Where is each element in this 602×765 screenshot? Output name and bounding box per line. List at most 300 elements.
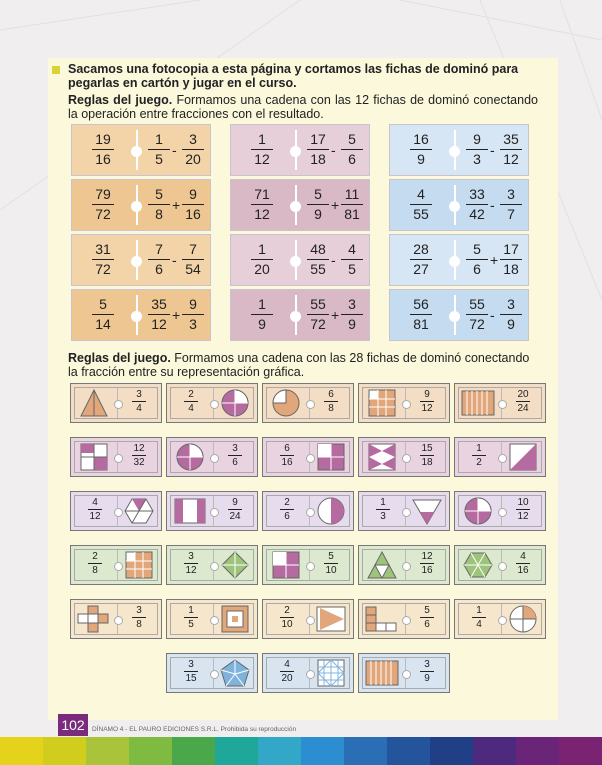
denominator: 9 <box>314 206 322 222</box>
fraction <box>466 296 488 333</box>
operator: + <box>172 197 181 213</box>
denominator: 55 <box>310 261 326 277</box>
shape-half <box>363 604 402 634</box>
domino-tile[interactable] <box>389 234 529 286</box>
numerator: 1 <box>188 605 194 616</box>
numerator: 15 <box>421 443 433 454</box>
fraction-bar <box>132 455 146 456</box>
operator: - <box>490 142 495 158</box>
fraction <box>466 186 488 223</box>
fraction-bar <box>307 314 329 315</box>
fraction-bar <box>184 401 198 402</box>
numerator: 1 <box>258 131 266 147</box>
color-stripe <box>86 737 129 765</box>
color-stripe <box>129 737 172 765</box>
numerator: 3 <box>348 296 356 312</box>
shape-half <box>216 604 254 634</box>
numerator: 1 <box>155 131 163 147</box>
fraction <box>312 389 350 414</box>
fraction <box>251 296 273 333</box>
shape-half <box>171 442 210 472</box>
fraction <box>466 131 488 168</box>
fraction-bar <box>280 617 294 618</box>
numerator: 3 <box>232 443 238 454</box>
shape-half <box>75 604 114 634</box>
diamond-grid-icon <box>216 550 254 580</box>
numerator: 5 <box>155 186 163 202</box>
denominator: 20 <box>185 151 201 167</box>
fraction <box>182 131 204 168</box>
numerator: 2 <box>92 551 98 562</box>
triangle-icon <box>75 388 113 418</box>
numerator: 5 <box>473 241 481 257</box>
fraction-domino-tile[interactable] <box>166 599 258 639</box>
fraction <box>182 186 204 223</box>
numerator: 12 <box>421 551 433 562</box>
numerator: 1 <box>380 497 386 508</box>
numerator: 17 <box>310 131 326 147</box>
denominator: 16 <box>517 565 529 576</box>
fraction-bar <box>341 314 363 315</box>
fraction <box>182 296 204 333</box>
shape-half <box>363 388 402 418</box>
numerator: 71 <box>254 186 270 202</box>
fraction-bar <box>324 563 338 564</box>
numerator: 20 <box>517 389 529 400</box>
rules-two-text: Formamos una cadena con las 28 fichas de dominó conectando la fracción entre su representación gráfica. <box>68 351 530 379</box>
fraction-bar <box>410 204 432 205</box>
fraction-bar <box>420 617 434 618</box>
fraction-bar <box>184 563 198 564</box>
numerator: 55 <box>469 296 485 312</box>
rules-two-title: Reglas del juego. <box>68 351 171 365</box>
fraction-bar <box>472 455 486 456</box>
step-squares-icon <box>363 604 401 634</box>
fraction <box>216 443 254 468</box>
fraction-domino-tile[interactable] <box>166 383 258 423</box>
fraction <box>268 443 306 468</box>
operator: - <box>490 197 495 213</box>
square-blocks-icon <box>75 442 113 472</box>
fraction <box>120 389 158 414</box>
numerator: 6 <box>284 443 290 454</box>
denominator: 9 <box>424 673 430 684</box>
fraction <box>92 296 114 333</box>
fraction-bar <box>420 671 434 672</box>
bullet-icon <box>52 66 60 74</box>
fraction-bar <box>251 149 273 150</box>
numerator: 9 <box>473 131 481 147</box>
fraction-domino-tile[interactable] <box>70 491 162 531</box>
color-stripe <box>387 737 430 765</box>
shape-half <box>312 442 350 472</box>
numerator: 3 <box>507 186 515 202</box>
fraction-domino-tile[interactable] <box>262 545 354 585</box>
fraction-bar <box>280 671 294 672</box>
numerator: 7 <box>155 241 163 257</box>
domino-tile[interactable] <box>71 179 211 231</box>
domino-dot <box>449 201 460 212</box>
shape-half <box>120 496 158 526</box>
denominator: 7 <box>507 206 515 222</box>
fraction <box>251 131 273 168</box>
fraction-domino-tile[interactable] <box>454 545 546 585</box>
fraction-bar <box>92 314 114 315</box>
shape-half <box>120 550 158 580</box>
fraction <box>172 659 210 684</box>
footer-text: DÍNAMO 4 - EL PAURO EDICIONES S.R.L. Prohibida su reproducción <box>92 726 297 733</box>
fraction-bar <box>251 314 273 315</box>
fraction <box>341 241 363 278</box>
numerator: 3 <box>507 296 515 312</box>
fraction-bar <box>228 455 242 456</box>
domino-dot <box>449 256 460 267</box>
shape-half <box>312 496 350 526</box>
fraction <box>251 186 273 223</box>
denominator: 18 <box>310 151 326 167</box>
fraction-bar <box>466 204 488 205</box>
operator: + <box>490 252 499 268</box>
numerator: 5 <box>314 186 322 202</box>
fraction-domino-tile[interactable] <box>358 491 450 531</box>
circle-sectors-icon <box>459 496 497 526</box>
domino-tile[interactable] <box>230 124 370 176</box>
color-stripe <box>43 737 86 765</box>
fraction-bar <box>500 314 522 315</box>
fraction <box>408 443 446 468</box>
square-frame-icon <box>216 604 254 634</box>
denominator: 12 <box>503 151 519 167</box>
fraction-domino-tile[interactable] <box>454 491 546 531</box>
intro-text: Sacamos una fotocopia a esta página y cortamos las fichas de dominó para pegarlas en cartón y jugar en el curso. <box>68 62 519 90</box>
shape-half <box>267 550 306 580</box>
quarter-circle-icon <box>267 388 305 418</box>
rules-one <box>68 93 538 121</box>
fraction <box>408 551 446 576</box>
fraction <box>268 497 306 522</box>
shape-half <box>312 604 350 634</box>
denominator: 15 <box>185 673 197 684</box>
denominator: 9 <box>258 316 266 332</box>
fraction-bar <box>132 617 146 618</box>
numerator: 12 <box>133 443 145 454</box>
denominator: 6 <box>284 511 290 522</box>
numerator: 1 <box>476 443 482 454</box>
shape-half <box>363 550 402 580</box>
fraction-domino-tile[interactable] <box>358 383 450 423</box>
domino-tile[interactable] <box>230 289 370 341</box>
denominator: 9 <box>417 151 425 167</box>
half-circle-icon <box>312 496 350 526</box>
numerator: 3 <box>424 659 430 670</box>
numerator: 1 <box>476 605 482 616</box>
color-stripe <box>430 737 473 765</box>
denominator: 6 <box>473 261 481 277</box>
fraction-domino-tile[interactable] <box>358 545 450 585</box>
fraction <box>500 131 522 168</box>
fraction-domino-tile[interactable] <box>358 437 450 477</box>
fraction-domino-tile[interactable] <box>358 653 450 693</box>
fraction <box>500 241 522 278</box>
fraction-bar <box>92 204 114 205</box>
fraction-bar <box>376 509 390 510</box>
numerator: 28 <box>413 241 429 257</box>
fraction <box>500 186 522 223</box>
denominator: 8 <box>92 565 98 576</box>
cross-squares-icon <box>75 604 113 634</box>
fraction <box>307 186 329 223</box>
fraction-domino-tile[interactable] <box>262 653 354 693</box>
fraction <box>120 605 158 630</box>
fraction-domino-tile[interactable] <box>166 491 258 531</box>
triangles-square-icon <box>363 442 401 472</box>
numerator: 56 <box>413 296 429 312</box>
color-stripe <box>344 737 387 765</box>
fraction-domino-tile[interactable] <box>262 491 354 531</box>
fraction-bar <box>420 455 434 456</box>
shape-half <box>504 604 542 634</box>
color-stripe <box>301 737 344 765</box>
fraction-domino-tile[interactable] <box>454 437 546 477</box>
denominator: 12 <box>89 511 101 522</box>
denominator: 10 <box>281 619 293 630</box>
rectangle-strips-icon <box>459 388 497 418</box>
domino-dot <box>131 201 142 212</box>
numerator: 9 <box>189 186 197 202</box>
fraction-bar <box>516 509 530 510</box>
denominator: 32 <box>133 457 145 468</box>
color-stripe <box>516 737 559 765</box>
triangle-arrow-icon <box>312 604 350 634</box>
domino-tile[interactable] <box>71 234 211 286</box>
fraction <box>460 605 498 630</box>
denominator: 12 <box>254 151 270 167</box>
fraction-bar <box>307 149 329 150</box>
fraction <box>76 551 114 576</box>
fraction <box>182 241 204 278</box>
shape-half <box>216 658 254 688</box>
rectangle-strips-icon <box>363 658 401 688</box>
shape-half <box>408 496 446 526</box>
domino-tile[interactable] <box>230 234 370 286</box>
numerator: 2 <box>284 605 290 616</box>
denominator: 5 <box>155 151 163 167</box>
denominator: 9 <box>507 316 515 332</box>
fraction <box>120 443 158 468</box>
fraction <box>76 497 114 522</box>
denominator: 4 <box>476 619 482 630</box>
fraction-bar <box>410 314 432 315</box>
fraction-domino-tile[interactable] <box>262 383 354 423</box>
fraction-bar <box>182 149 204 150</box>
diagonal-square-icon <box>504 442 542 472</box>
fraction-bar <box>307 204 329 205</box>
domino-dot <box>290 311 301 322</box>
domino-tile[interactable] <box>230 179 370 231</box>
square-grid-icon <box>120 550 158 580</box>
domino-tile[interactable] <box>389 124 529 176</box>
fraction <box>466 241 488 278</box>
fraction-bar <box>516 401 530 402</box>
fraction <box>307 241 329 278</box>
numerator: 19 <box>95 131 111 147</box>
fraction-bar <box>466 259 488 260</box>
denominator: 14 <box>95 316 111 332</box>
fraction-bar <box>324 401 338 402</box>
fraction <box>410 186 432 223</box>
fraction-bar <box>148 314 170 315</box>
fraction-bar <box>184 671 198 672</box>
fraction-bar <box>280 509 294 510</box>
hexagon-triangles-icon <box>459 550 497 580</box>
shape-half <box>216 550 254 580</box>
fraction-bar <box>184 617 198 618</box>
numerator: 9 <box>424 389 430 400</box>
numerator: 2 <box>188 389 194 400</box>
fraction <box>408 605 446 630</box>
denominator: 54 <box>185 261 201 277</box>
denominator: 2 <box>476 457 482 468</box>
shape-half <box>363 442 402 472</box>
domino-dot <box>290 146 301 157</box>
fraction-bar <box>516 563 530 564</box>
numerator: 1 <box>258 241 266 257</box>
denominator: 20 <box>254 261 270 277</box>
fraction-bar <box>420 401 434 402</box>
numerator: 16 <box>413 131 429 147</box>
square-quarters-icon <box>267 550 305 580</box>
fraction-bar <box>148 149 170 150</box>
numerator: 48 <box>310 241 326 257</box>
numerator: 3 <box>189 131 197 147</box>
shape-half <box>171 496 210 526</box>
rules-one-text: Formamos una cadena con las 12 fichas de dominó conectando la operación entre fracciones con el resultado. <box>68 93 538 121</box>
numerator: 1 <box>258 296 266 312</box>
domino-dot <box>131 311 142 322</box>
domino-dot <box>131 256 142 267</box>
numerator: 4 <box>92 497 98 508</box>
color-stripe <box>172 737 215 765</box>
fraction <box>172 551 210 576</box>
numerator: 35 <box>151 296 167 312</box>
shape-half <box>504 442 542 472</box>
denominator: 27 <box>413 261 429 277</box>
fraction-bar <box>341 149 363 150</box>
numerator: 55 <box>310 296 326 312</box>
fraction-bar <box>500 259 522 260</box>
color-band <box>0 737 602 765</box>
denominator: 3 <box>189 316 197 332</box>
fraction-domino-tile[interactable] <box>70 599 162 639</box>
color-stripe <box>0 737 43 765</box>
denominator: 4 <box>136 403 142 414</box>
shape-half <box>267 388 306 418</box>
denominator: 9 <box>348 316 356 332</box>
fraction <box>504 497 542 522</box>
page-number: 102 <box>58 714 88 736</box>
shape-half <box>459 496 498 526</box>
fraction <box>92 241 114 278</box>
operator: + <box>172 307 181 323</box>
fraction-domino-tile[interactable] <box>166 653 258 693</box>
numerator: 9 <box>189 296 197 312</box>
fraction <box>148 186 170 223</box>
fraction-domino-tile[interactable] <box>70 437 162 477</box>
numerator: 17 <box>503 241 519 257</box>
denominator: 55 <box>413 206 429 222</box>
fraction-domino-tile[interactable] <box>262 437 354 477</box>
operator: - <box>172 252 177 268</box>
shape-half <box>216 388 254 418</box>
fraction-bar <box>148 204 170 205</box>
rectangle-bars-icon <box>171 496 209 526</box>
fraction <box>341 131 363 168</box>
fraction-bar <box>251 259 273 260</box>
domino-dot <box>290 256 301 267</box>
numerator: 10 <box>517 497 529 508</box>
denominator: 72 <box>95 206 111 222</box>
color-stripe <box>559 737 602 765</box>
fraction <box>500 296 522 333</box>
fraction-domino-tile[interactable] <box>454 383 546 423</box>
numerator: 5 <box>328 551 334 562</box>
fraction-bar <box>92 149 114 150</box>
fraction-domino-tile[interactable] <box>166 437 258 477</box>
fraction <box>341 186 363 223</box>
operator: - <box>490 307 495 323</box>
numerator: 4 <box>417 186 425 202</box>
fraction-domino-tile[interactable] <box>358 599 450 639</box>
fraction-bar <box>466 149 488 150</box>
numerator: 4 <box>348 241 356 257</box>
denominator: 6 <box>424 619 430 630</box>
domino-tile[interactable] <box>71 124 211 176</box>
domino-tile[interactable] <box>71 289 211 341</box>
denominator: 12 <box>254 206 270 222</box>
fraction <box>341 296 363 333</box>
numerator: 3 <box>188 659 194 670</box>
fraction <box>410 296 432 333</box>
fraction <box>172 605 210 630</box>
numerator: 35 <box>503 131 519 147</box>
fraction-bar <box>341 259 363 260</box>
denominator: 6 <box>232 457 238 468</box>
denominator: 10 <box>325 565 337 576</box>
fraction <box>307 131 329 168</box>
fraction-domino-tile[interactable] <box>70 545 162 585</box>
fraction-domino-tile[interactable] <box>262 599 354 639</box>
fraction-domino-tile[interactable] <box>70 383 162 423</box>
fraction <box>364 497 402 522</box>
domino-dot <box>131 146 142 157</box>
fraction <box>172 389 210 414</box>
fraction <box>148 131 170 168</box>
fraction <box>148 296 170 333</box>
domino-tile[interactable] <box>389 179 529 231</box>
fraction <box>216 497 254 522</box>
fraction <box>251 241 273 278</box>
fraction-domino-tile[interactable] <box>454 599 546 639</box>
fraction-bar <box>88 509 102 510</box>
domino-tile[interactable] <box>389 289 529 341</box>
fraction-bar <box>182 314 204 315</box>
numerator: 6 <box>328 389 334 400</box>
square-quarters-icon <box>312 442 350 472</box>
fraction-domino-tile[interactable] <box>166 545 258 585</box>
circle-quarters-icon <box>504 604 542 634</box>
numerator: 4 <box>284 659 290 670</box>
fraction <box>504 389 542 414</box>
